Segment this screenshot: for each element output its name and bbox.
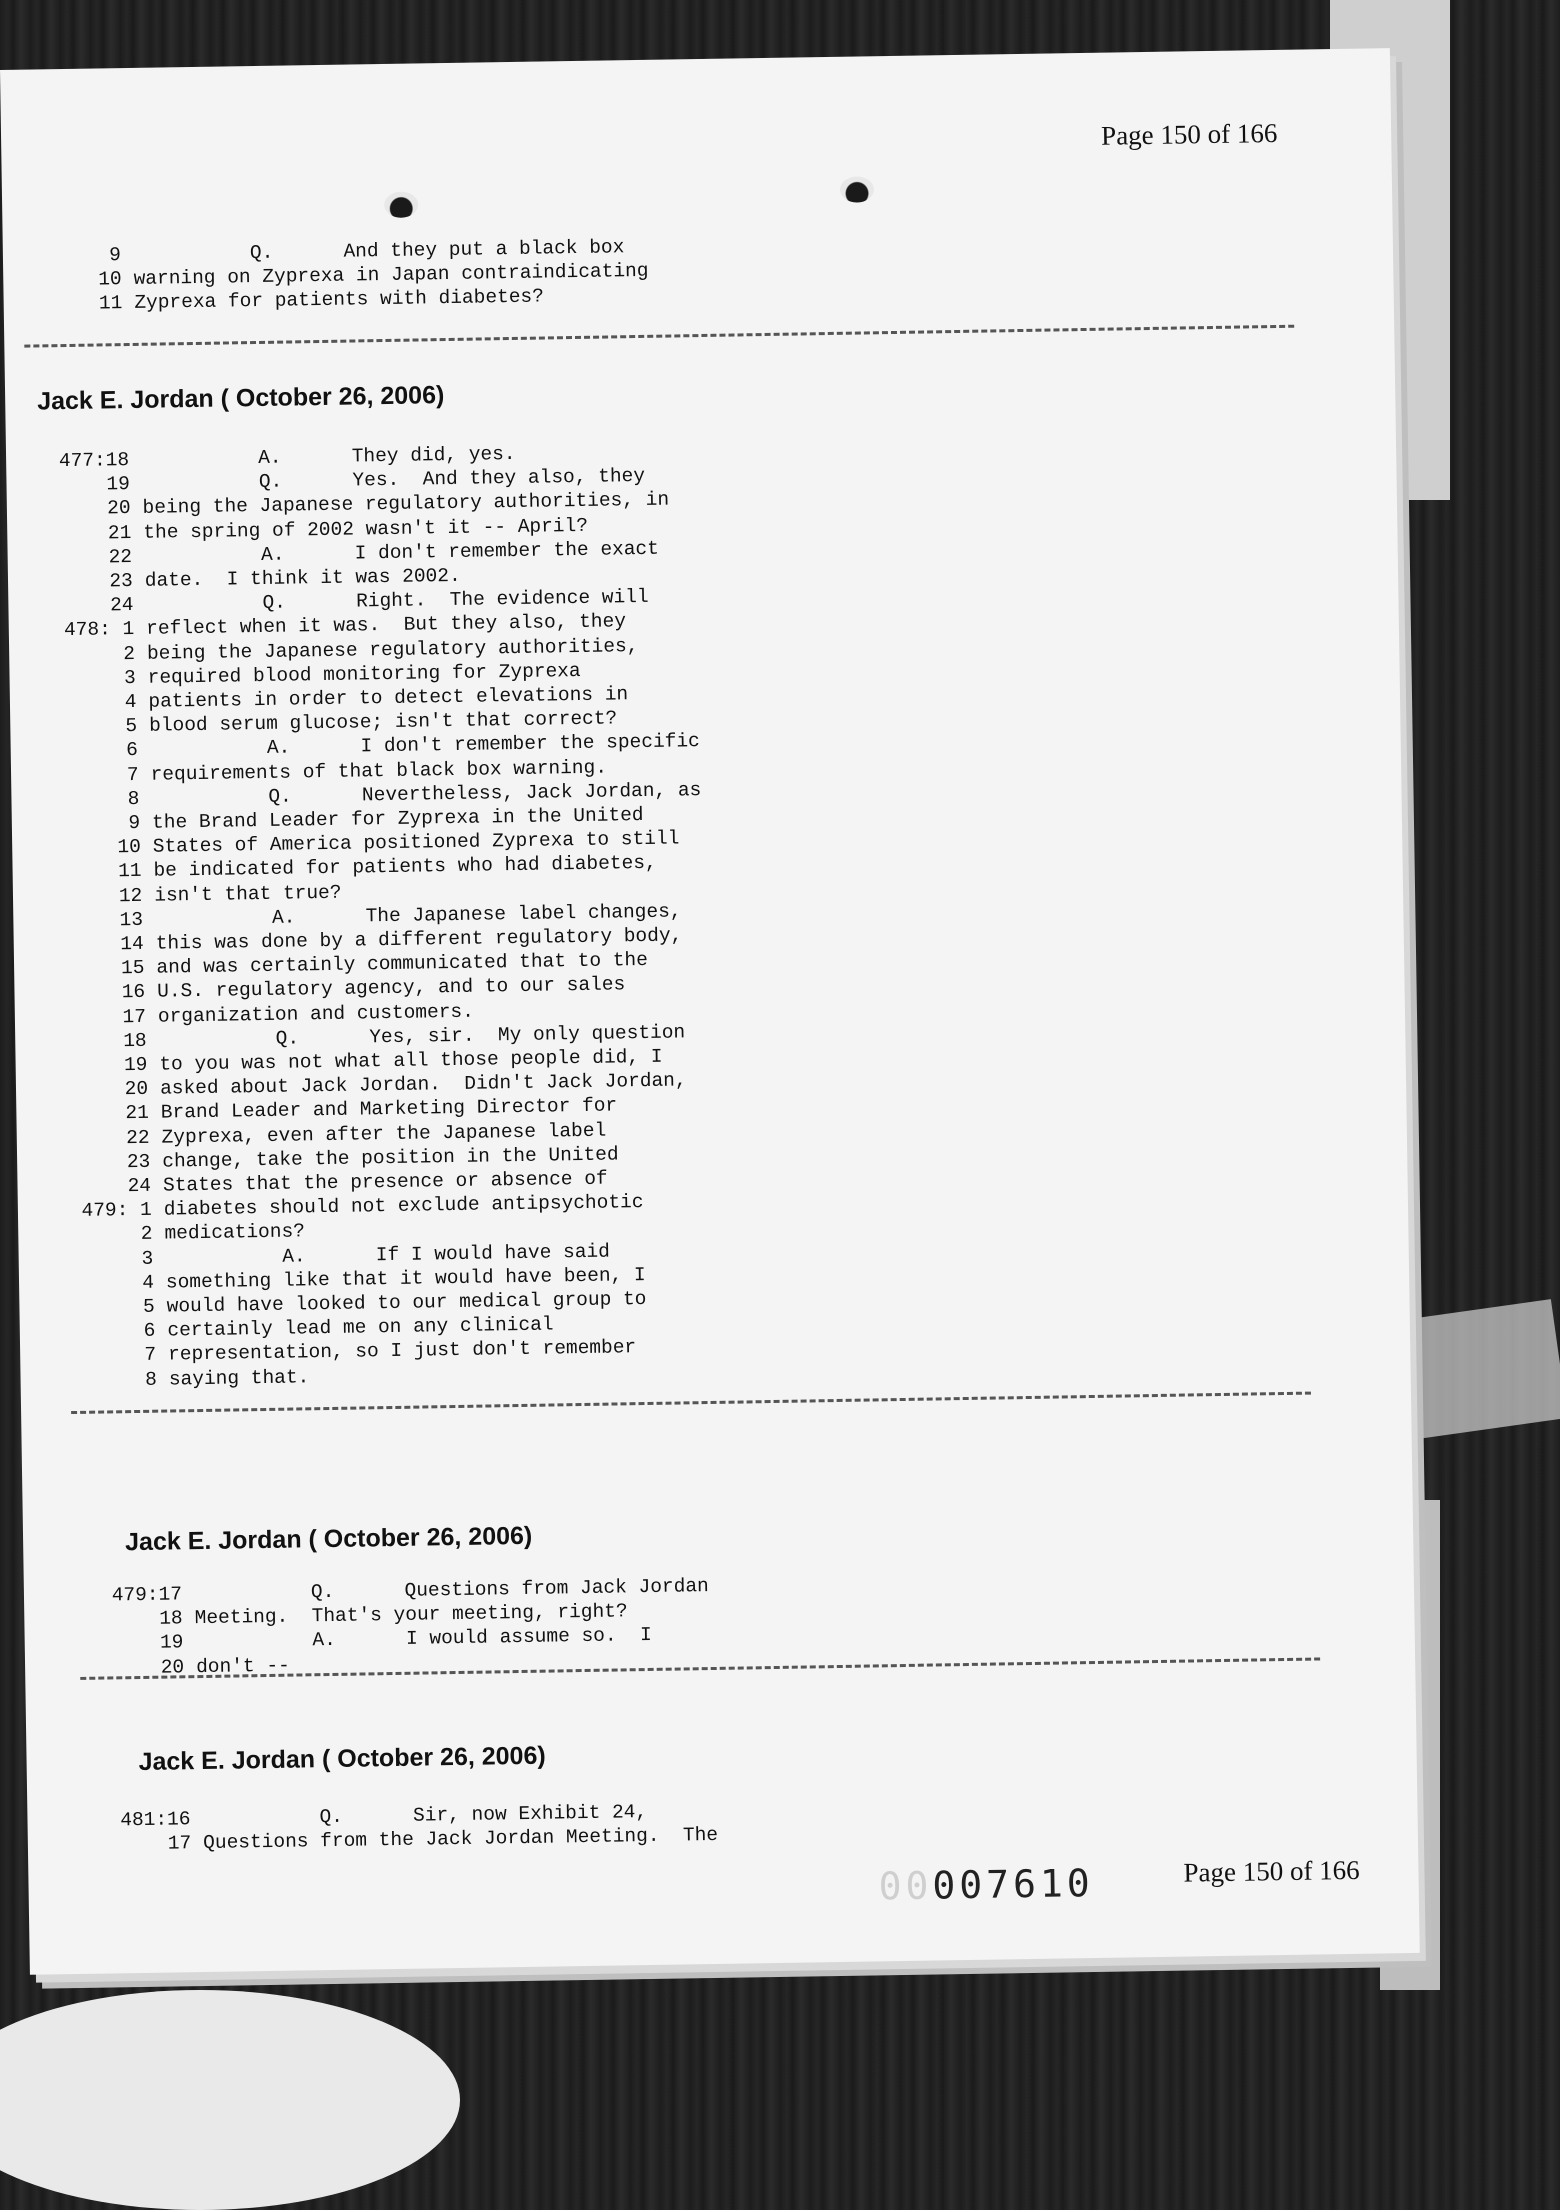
- line-text: A. If I would have said: [165, 1240, 611, 1270]
- line-number: 13: [119, 908, 144, 932]
- section-heading: Jack E. Jordan ( October 26, 2006): [138, 1741, 546, 1777]
- line-text: Q. Sir, now Exhibit 24,: [202, 1801, 648, 1831]
- line-number: 12: [118, 884, 143, 907]
- line-text: Q. Yes, sir. My only question: [158, 1021, 686, 1052]
- line-number: 16: [121, 981, 146, 1004]
- line-number: 481:16: [120, 1808, 191, 1832]
- line-text: Q. Nevertheless, Jack Jordan, as: [151, 778, 702, 810]
- line-number: 11: [117, 860, 142, 883]
- section-heading: Jack E. Jordan ( October 26, 2006): [124, 1521, 533, 1557]
- line-number: 23: [126, 1150, 151, 1173]
- line-text: asked about Jack Jordan. Didn't Jack Jordan,: [159, 1069, 687, 1100]
- line-number: 22: [126, 1126, 150, 1149]
- line-text: required blood monitoring for Zyprexa: [147, 659, 581, 689]
- line-number: 14: [120, 932, 144, 956]
- line-number: 479:17: [111, 1583, 183, 1607]
- line-text: organization and customers.: [157, 1000, 475, 1028]
- punch-hole-right: [840, 176, 874, 203]
- line-text: Zyprexa for patients with diabetes?: [134, 285, 545, 315]
- page-number-bottom: Page 150 of 166: [1183, 1854, 1360, 1888]
- plate-edge: [0, 1990, 460, 2210]
- line-text: A. The Japanese label changes,: [154, 900, 682, 931]
- line-number: 10: [98, 268, 122, 291]
- line-number: 477:18: [58, 449, 130, 473]
- line-number: 20: [107, 497, 131, 520]
- line-text: Zyprexa, even after the Japanese label: [161, 1119, 607, 1149]
- line-number: 6: [143, 1319, 156, 1343]
- line-number: 20: [160, 1655, 185, 1679]
- line-text: Q. Yes. And they also, they: [141, 465, 646, 496]
- line-number: 15: [120, 957, 145, 980]
- line-text: isn't that true?: [154, 881, 342, 907]
- line-number: 8: [127, 787, 140, 810]
- line-text: A. I don't remember the exact: [143, 537, 660, 568]
- line-text: patients in order to detect elevations in: [148, 683, 629, 713]
- line-number: 23: [109, 569, 133, 593]
- bates-ghost-digits: 00: [878, 1863, 933, 1909]
- line-text: Brand Leader and Marketing Director for: [160, 1094, 618, 1124]
- line-number: 479: 1: [81, 1198, 152, 1223]
- line-number: 9: [109, 244, 122, 267]
- line-number: 21: [125, 1102, 150, 1125]
- line-text: diabetes should not exclude antipsychotic: [163, 1191, 644, 1221]
- line-number: 478: 1: [63, 618, 135, 642]
- line-number: 3: [123, 666, 136, 689]
- line-text: saying that.: [168, 1365, 310, 1391]
- line-text: date. I think it was 2002.: [144, 564, 461, 592]
- line-number: 8: [145, 1368, 158, 1391]
- line-text: being the Japanese regulatory authorities,: [146, 634, 639, 665]
- line-number: 18: [123, 1029, 147, 1052]
- tape-strip: [1387, 1299, 1560, 1441]
- line-text: don't --: [195, 1654, 290, 1678]
- line-number: 2: [140, 1223, 153, 1246]
- transcript-line: [39, 1365, 310, 1393]
- line-text: warning on Zyprexa in Japan contraindicating: [133, 260, 649, 291]
- line-number: 3: [141, 1247, 154, 1270]
- line-text: Q. Questions from Jack Jordan: [193, 1575, 709, 1606]
- line-number: 5: [142, 1295, 155, 1318]
- line-number: 19: [106, 473, 131, 496]
- line-text: Q. And they put a black box: [132, 236, 625, 266]
- line-text: to you was not what all those people did, I: [159, 1045, 663, 1076]
- page-number-top: Page 150 of 166: [1100, 117, 1278, 151]
- line-number: 24: [109, 594, 134, 617]
- line-number: 19: [159, 1631, 184, 1655]
- line-number: 20: [124, 1077, 149, 1101]
- line-text: reflect when it was. But they also, they: [146, 610, 627, 641]
- line-number: 6: [126, 739, 139, 762]
- line-text: would have looked to our medical group to: [166, 1287, 647, 1318]
- line-number: 22: [108, 545, 133, 569]
- line-number: 10: [117, 836, 141, 859]
- line-text: A. I don't remember the specific: [149, 730, 700, 762]
- punch-hole-left: [384, 191, 418, 218]
- line-text: blood serum glucose; isn't that correct?: [148, 707, 618, 737]
- line-text: States that the presence or absence of: [162, 1167, 608, 1197]
- line-number: 4: [142, 1271, 155, 1294]
- line-number: 18: [159, 1607, 183, 1630]
- line-number: 2: [123, 642, 136, 665]
- section-separator: [71, 1391, 1311, 1413]
- line-number: 11: [98, 292, 123, 315]
- transcript-page: [0, 48, 1420, 1975]
- line-number: 19: [123, 1053, 148, 1077]
- line-number: 4: [124, 690, 137, 714]
- line-text: something like that it would have been, I: [165, 1263, 646, 1294]
- line-text: the spring of 2002 wasn't it -- April?: [143, 514, 589, 544]
- line-text: Q. Right. The evidence will: [145, 586, 649, 616]
- line-text: be indicated for patients who had diabetes,: [153, 852, 657, 883]
- line-text: medications?: [164, 1220, 306, 1245]
- line-text: U.S. regulatory agency, and to our sales: [157, 973, 626, 1004]
- line-text: certainly lead me on any clinical: [167, 1313, 554, 1342]
- line-text: this was done by a different regulatory body,: [155, 924, 683, 955]
- line-text: being the Japanese regulatory authorities, in: [142, 488, 670, 520]
- line-text: representation, so I just don't remember: [167, 1336, 637, 1366]
- bates-number: [878, 1861, 1094, 1908]
- section-separator: [24, 325, 1294, 348]
- line-number: 7: [126, 763, 139, 786]
- line-number: 9: [128, 811, 141, 835]
- line-text: A. I would assume so. I: [195, 1624, 652, 1654]
- line-number: 5: [125, 715, 138, 738]
- line-text: States of America positioned Zyprexa to still: [152, 827, 680, 858]
- line-text: A. They did, yes.: [140, 442, 516, 471]
- line-text: the Brand Leader for Zyprexa in the United: [151, 803, 644, 834]
- line-text: change, take the position in the United: [162, 1143, 619, 1173]
- line-text: Questions from the Jack Jordan Meeting. The: [203, 1824, 719, 1855]
- line-number: 7: [144, 1344, 157, 1367]
- line-number: 17: [122, 1005, 147, 1028]
- line-number: 21: [107, 521, 132, 544]
- line-number: 24: [127, 1174, 152, 1198]
- section-heading: Jack E. Jordan ( October 26, 2006): [36, 381, 445, 416]
- line-text: Meeting. That's your meeting, right?: [194, 1600, 628, 1630]
- line-number: 17: [167, 1832, 192, 1855]
- line-text: requirements of that black box warning.: [150, 756, 608, 786]
- line-text: and was certainly communicated that to the: [156, 949, 649, 979]
- bates-digits: 007610: [932, 1861, 1095, 1908]
